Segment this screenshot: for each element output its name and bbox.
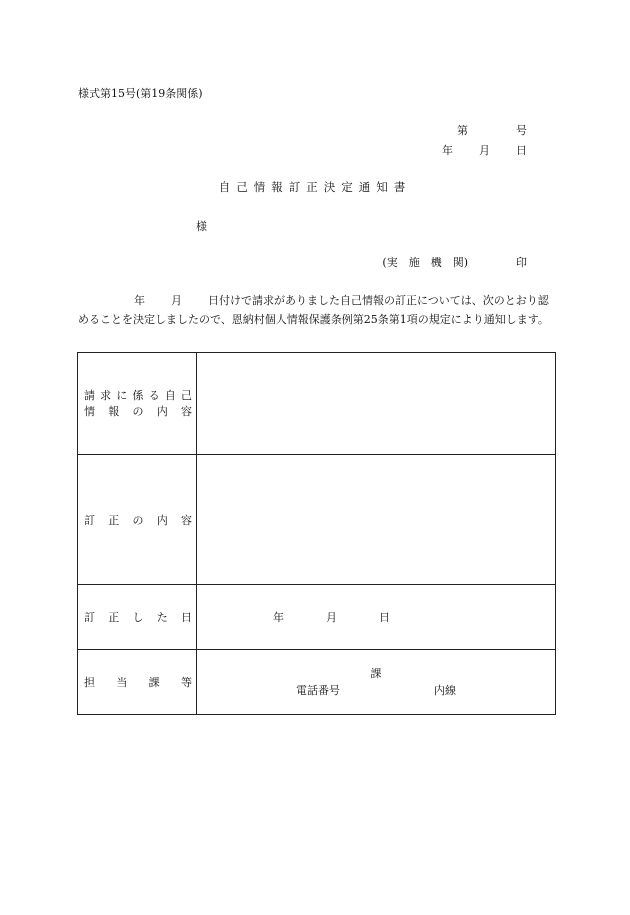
label-char: る	[148, 388, 160, 402]
document-title: 自己情報訂正決定通知書	[218, 180, 412, 194]
label-char: 求	[100, 388, 112, 402]
label-line2	[84, 404, 192, 420]
document-date	[442, 142, 527, 158]
label-char: 自	[164, 388, 176, 402]
issuer-line	[382, 254, 527, 270]
label-char: 当	[116, 676, 128, 689]
doc-number-prefix: 第	[457, 124, 468, 137]
corrected-day: 日	[379, 611, 390, 624]
label-char: 日	[181, 611, 192, 624]
doc-number-suffix: 号	[516, 124, 527, 137]
corrected-year: 年	[273, 611, 284, 624]
body-sentence: 日付けで請求がありました自己情報の訂正については、次のとおり認めることを決定しましたので、恩納村個人情報保護条例第25条第1項の規定により通知します。	[78, 294, 549, 326]
table-row	[78, 455, 556, 585]
extension-label: 内線	[434, 684, 456, 697]
issuer-org: (実 施 機 関)	[382, 256, 468, 269]
label-char: 担	[84, 676, 95, 689]
label-char: 情	[84, 404, 95, 418]
label-char: 報	[108, 404, 120, 418]
row-label-request	[78, 353, 197, 455]
label-char: た	[156, 611, 168, 624]
label-char: 容	[181, 513, 192, 527]
label-char: 正	[108, 513, 120, 527]
label-char: 正	[108, 611, 120, 624]
issuer-seal: 印	[516, 256, 527, 269]
label-char: 訂	[84, 611, 95, 624]
label-char: し	[132, 611, 144, 624]
label-char: に	[116, 388, 128, 402]
department-cell[interactable]	[197, 650, 556, 715]
label-char: 係	[132, 388, 144, 402]
date-month: 月	[479, 144, 490, 157]
phone-line	[197, 682, 555, 699]
label-char: 課	[148, 676, 160, 689]
label-char: の	[132, 513, 144, 527]
date-year: 年	[442, 144, 453, 157]
table-row	[78, 353, 556, 455]
table-row	[78, 585, 556, 650]
document-number	[457, 122, 527, 138]
label-char: 内	[156, 513, 168, 527]
body-year: 年	[134, 294, 145, 307]
row-label-correction	[78, 455, 197, 585]
label-char: 訂	[84, 513, 95, 527]
body-text	[78, 291, 558, 329]
section-label: 課	[370, 667, 382, 680]
label-char: 己	[180, 388, 192, 402]
label-char: の	[132, 404, 144, 418]
table-row	[78, 650, 556, 715]
corrected-date-cell[interactable]	[197, 585, 556, 650]
label-char: 等	[180, 676, 192, 689]
label-char: 容	[181, 404, 192, 418]
date-day: 日	[516, 144, 527, 157]
label-char: 内	[156, 404, 168, 418]
form-number: 様式第15号(第19条関係)	[78, 87, 203, 100]
label-line1	[84, 388, 192, 404]
correction-table	[77, 352, 556, 715]
body-month: 月	[171, 294, 182, 307]
correction-content-cell[interactable]	[197, 455, 556, 585]
row-label-department	[78, 650, 197, 715]
request-content-cell[interactable]	[197, 353, 556, 455]
phone-label: 電話番号	[296, 684, 340, 697]
corrected-month: 月	[326, 611, 337, 624]
row-label-corrected-date	[78, 585, 197, 650]
addressee: 様	[196, 220, 207, 233]
label-char: 請	[84, 388, 95, 402]
